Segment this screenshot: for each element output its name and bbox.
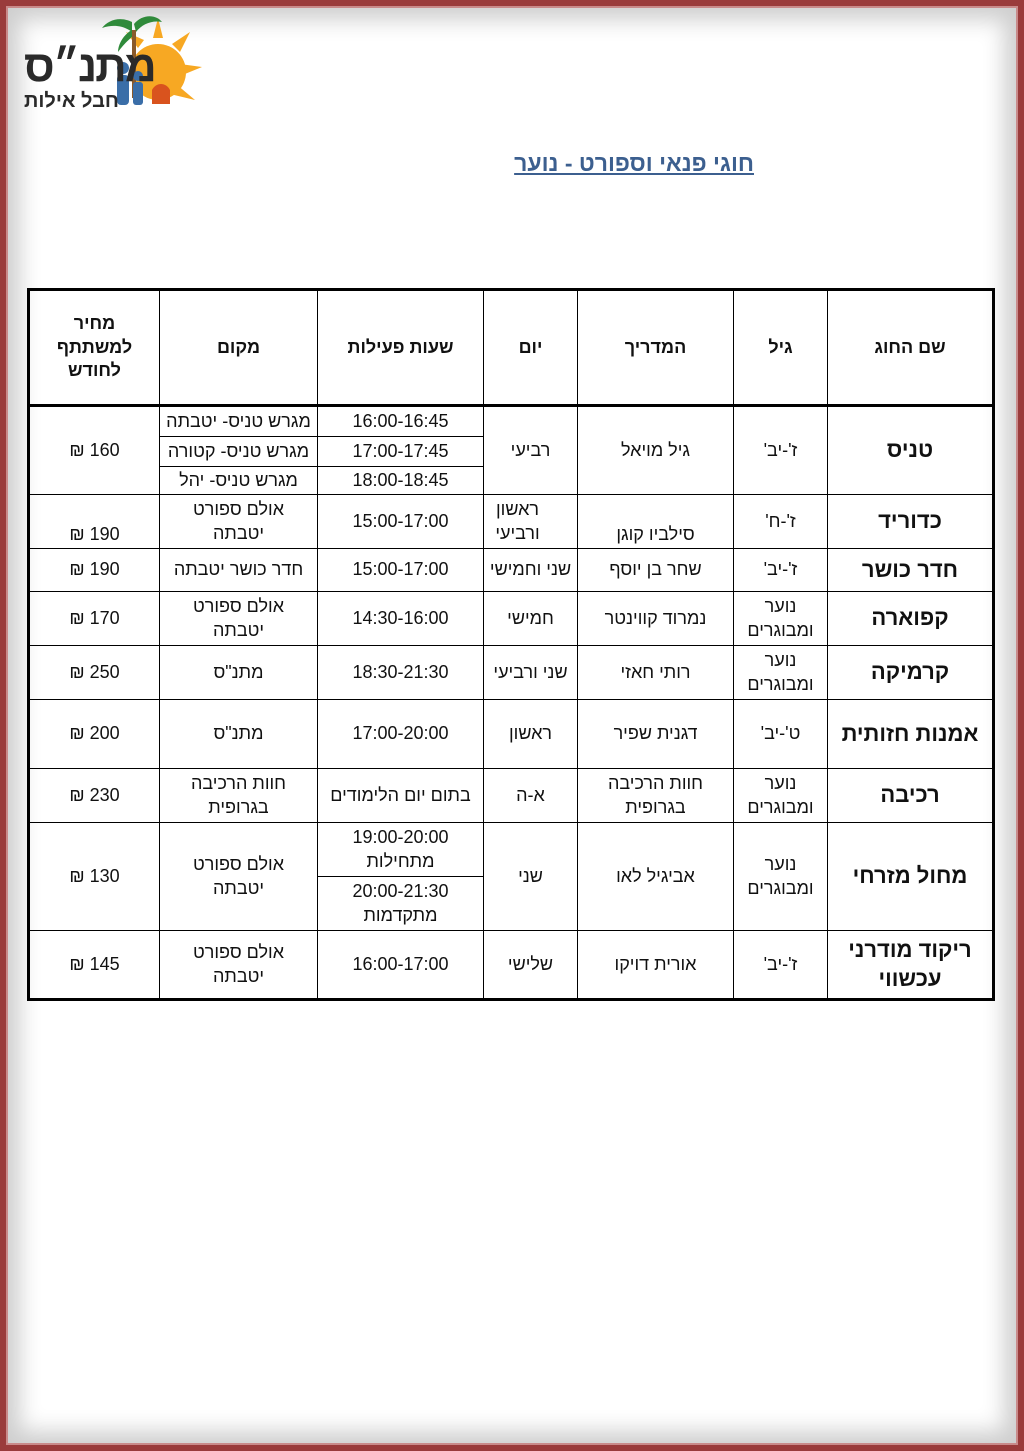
activity-place: מתנ"ס <box>160 646 318 700</box>
header-row <box>29 290 994 406</box>
activity-price: 145 ₪ <box>29 931 160 1000</box>
logo-region: חבל אילות <box>24 90 119 112</box>
activity-name: ריקוד מודרני עכשווי <box>828 931 994 1000</box>
activity-hours: 15:00-17:00 <box>318 549 484 592</box>
activity-age: נוער ומבוגרים <box>734 592 828 646</box>
activity-price: 200 ₪ <box>29 700 160 769</box>
activity-place: חדר כושר יטבתה <box>160 549 318 592</box>
activity-place: מגרש טניס- קטורה <box>160 437 318 467</box>
activity-hours-level <box>318 823 484 877</box>
activity-day: חמישי <box>484 592 578 646</box>
activity-price: 190 ₪ <box>29 549 160 592</box>
header-day: יום <box>484 290 578 406</box>
activity-instructor: אביגיל לאו <box>578 823 734 931</box>
activity-hours: 17:00-17:45 <box>318 437 484 467</box>
activity-name: חדר כושר <box>828 549 994 592</box>
header-place: מקום <box>160 290 318 406</box>
activity-instructor: גיל מויאל <box>578 406 734 495</box>
activity-level: מתחילות <box>366 850 435 871</box>
activity-name: קפוארה <box>828 592 994 646</box>
activity-instructor: סילביו קוגן <box>578 495 734 549</box>
header-instructor: המדריך <box>578 290 734 406</box>
activity-place: אולם ספורט יטבתה <box>160 495 318 549</box>
activity-hours: 16:00-16:45 <box>318 406 484 437</box>
page-title: חוגי פנאי וספורט - נוער <box>514 150 754 176</box>
table-row <box>29 769 994 823</box>
activity-price: 160 ₪ <box>29 406 160 495</box>
activity-age: ז'-יב' <box>734 549 828 592</box>
activity-day: א-ה <box>484 769 578 823</box>
activity-age: נוער ומבוגרים <box>734 823 828 931</box>
activity-price: 170 ₪ <box>29 592 160 646</box>
activity-level: מתקדמות <box>363 904 438 925</box>
activity-hours: 18:30-21:30 <box>318 646 484 700</box>
activity-instructor: רותי חאזי <box>578 646 734 700</box>
activity-place: מתנ"ס <box>160 700 318 769</box>
activity-instructor: חוות הרכיבה בגרופית <box>578 769 734 823</box>
activity-place: אולם ספורט יטבתה <box>160 592 318 646</box>
matnas-logo <box>20 12 202 112</box>
activity-hours: בתום יום הלימודים <box>318 769 484 823</box>
activity-age: נוער ומבוגרים <box>734 646 828 700</box>
activity-place: מגרש טניס- יטבתה <box>160 406 318 437</box>
activity-age: ט'-יב' <box>734 700 828 769</box>
table-row <box>29 495 994 549</box>
activity-instructor: שחר בן יוסף <box>578 549 734 592</box>
activity-age: ז'-ח' <box>734 495 828 549</box>
activity-instructor: נמרוד קווינטר <box>578 592 734 646</box>
activity-instructor: אורית דויקו <box>578 931 734 1000</box>
activity-name: קרמיקה <box>828 646 994 700</box>
activity-instructor: דגנית שפיר <box>578 700 734 769</box>
activity-hours: 20:00-21:30 <box>352 881 449 902</box>
activity-name: כדוריד <box>828 495 994 549</box>
logo-name: מתנ״ס <box>24 42 155 91</box>
activity-place: חוות הרכיבה בגרופית <box>160 769 318 823</box>
activity-hours: 17:00-20:00 <box>318 700 484 769</box>
activity-place: מגרש טניס- יהל <box>160 467 318 495</box>
activity-price: 230 ₪ <box>29 769 160 823</box>
activity-hours: 15:00-17:00 <box>318 495 484 549</box>
table-row <box>29 646 994 700</box>
activity-day: שלישי <box>484 931 578 1000</box>
activity-price: 130 ₪ <box>29 823 160 931</box>
activity-age: נוער ומבוגרים <box>734 769 828 823</box>
activity-price: 250 ₪ <box>29 646 160 700</box>
activity-day: רביעי <box>484 406 578 495</box>
activity-name: רכיבה <box>828 769 994 823</box>
table-row <box>29 700 994 769</box>
activity-hours: 16:00-17:00 <box>318 931 484 1000</box>
activity-name: מחול מזרחי <box>828 823 994 931</box>
activity-name: אמנות חזותית <box>828 700 994 769</box>
activity-place: אולם ספורט יטבתה <box>160 823 318 931</box>
activity-day: ראשון ורביעי <box>484 495 578 549</box>
header-hours: שעות פעילות <box>318 290 484 406</box>
header-price: מחיר למשתתף לחודש <box>29 290 160 406</box>
activity-day: שני וחמישי <box>484 549 578 592</box>
activity-day: שני ורביעי <box>484 646 578 700</box>
activity-hours: 14:30-16:00 <box>318 592 484 646</box>
header-age: גיל <box>734 290 828 406</box>
header-name: שם החוג <box>828 290 994 406</box>
table-row <box>29 592 994 646</box>
activity-age: ז'-יב' <box>734 931 828 1000</box>
activity-price: 190 ₪ <box>29 495 160 549</box>
table-row <box>29 549 994 592</box>
activity-hours: 18:00-18:45 <box>318 467 484 495</box>
activity-hours-level <box>318 877 484 931</box>
activity-age: ז'-יב' <box>734 406 828 495</box>
activity-hours: 19:00-20:00 <box>352 827 449 848</box>
table-row <box>29 823 994 877</box>
table-row <box>29 931 994 1000</box>
activity-place: אולם ספורט יטבתה <box>160 931 318 1000</box>
activity-day: שני <box>484 823 578 931</box>
table-row <box>29 406 994 437</box>
activity-name: טניס <box>828 406 994 495</box>
activity-day: ראשון <box>484 700 578 769</box>
schedule-table <box>27 288 995 1001</box>
